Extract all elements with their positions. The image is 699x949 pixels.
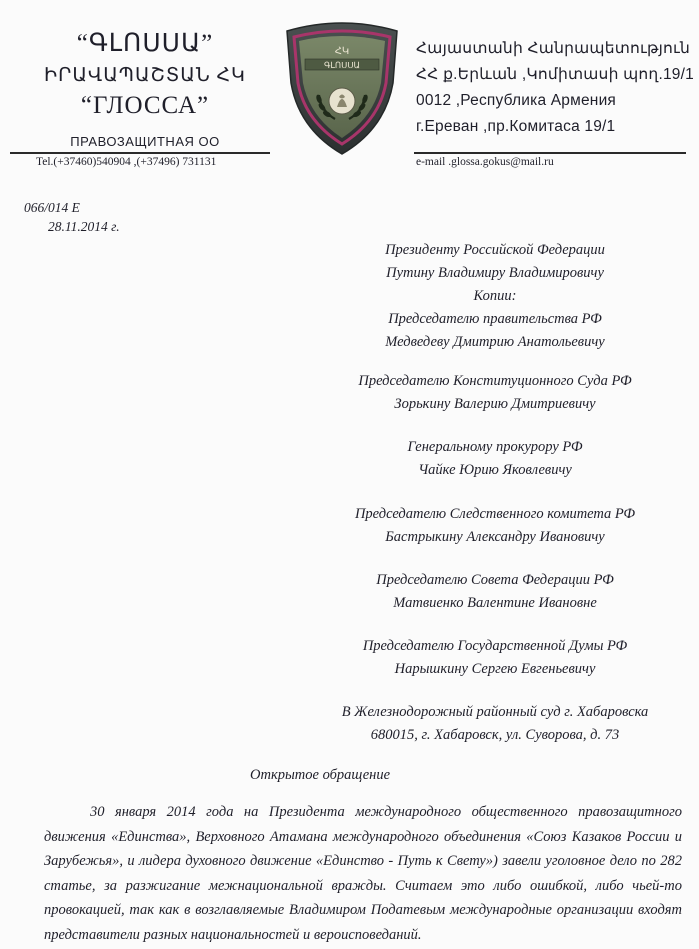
addressee-line: Копии: [473,288,517,304]
addressee-line: Бастрыкину Александру Ивановичу [385,529,605,545]
logo-name: ԳԼՈՍՍԱ [323,60,361,70]
addressee-court [300,701,690,747]
addressee-line: В Железнодорожный районный суд г. Хабаровска [341,704,649,720]
letterhead-left [20,28,270,149]
email-address: e-mail .glossa.gokus@mail.ru [416,156,554,168]
addressee-line: Зорькину Валерию Дмитриевичу [394,396,596,412]
letter-title: Открытое обращение [250,767,391,783]
addressee-prosecutor [300,436,690,482]
addressee-federation-council [300,569,690,615]
addressee-president [300,239,690,354]
body-paragraph: 30 января 2014 года на Президента международного общественного правозащитного движения «Единства», Верховного Атамана международного объединения «Союз Казаков России и Зарубежья», и лидера духовного движение «Единство - Путь к Свету») завели уголовное дело по 282 статье, за разжигание межнациональной вражды. Считаем это либо ошибкой, либо чьей-то провокацией, так как в возглавляемые Владимиром Податевым международные организации входят представители разных национальностей и вероисповеданий. [44,804,682,943]
address-armenian-country: Հայաստանի Հանրապետություն [416,40,691,57]
letterhead-divider-left [10,152,270,154]
addressee-line: Председателю правительства РФ [388,311,602,327]
addressee-line: Председателю Совета Федерации РФ [376,572,614,588]
letterhead-right [416,36,696,140]
letter-body [44,800,682,947]
addressee-line: Матвиенко Валентине Ивановне [393,595,597,611]
addressee-line: Председателю Следственного комитета РФ [354,506,636,522]
addressee-line: Путину Владимиру Владимировичу [386,265,604,281]
address-armenian-street: ՀՀ ք.Երևան ,Կոմիտասի պող.19/1 [416,66,694,83]
addressee-line: Чайке Юрию Яковлевичу [418,462,572,478]
addressee-line: 680015, г. Хабаровск, ул. Суворова, д. 73 [370,727,620,743]
reference-date: 28.11.2014 г. [48,219,120,234]
addressee-line: Генеральному прокурору РФ [407,439,583,455]
addressee-line: Председателю Государственной Думы РФ [362,638,628,654]
addressee-state-duma [300,635,690,681]
addressee-line: Председателю Конституционного Суда РФ [358,373,632,389]
address-russian-country: 0012 ,Республика Армения [416,92,617,109]
addressee-investigative-committee [300,503,690,549]
org-type-armenian: ԻՐԱՎԱՊԱՇՏԱՆ ՀԿ [44,65,246,86]
addressee-line: Медведеву Дмитрию Анатольевичу [385,334,605,350]
org-name-russian: “ГЛОССА” [80,92,210,119]
shield-logo-icon [281,21,403,156]
reference-number: 066/014 Е [24,200,80,215]
letterhead-divider-right [414,152,686,154]
document-reference [24,198,120,236]
address-russian-street: г.Ереван ,пр.Комитаса 19/1 [416,118,616,135]
addressee-line: Нарышкину Сергею Евгеньевичу [394,661,596,677]
org-name-armenian: “ԳԼՈՍՍԱ” [76,30,214,57]
addressee-line: Президенту Российской Федерации [385,242,605,258]
phone-numbers: Tel.(+37460)540904 ,(+37496) 731131 [36,156,217,168]
addressee-constitutional-court [300,370,690,416]
logo-abbr: ՀԿ [334,46,350,57]
org-type-russian: ПРАВОЗАЩИТНАЯ ОО [70,134,220,149]
